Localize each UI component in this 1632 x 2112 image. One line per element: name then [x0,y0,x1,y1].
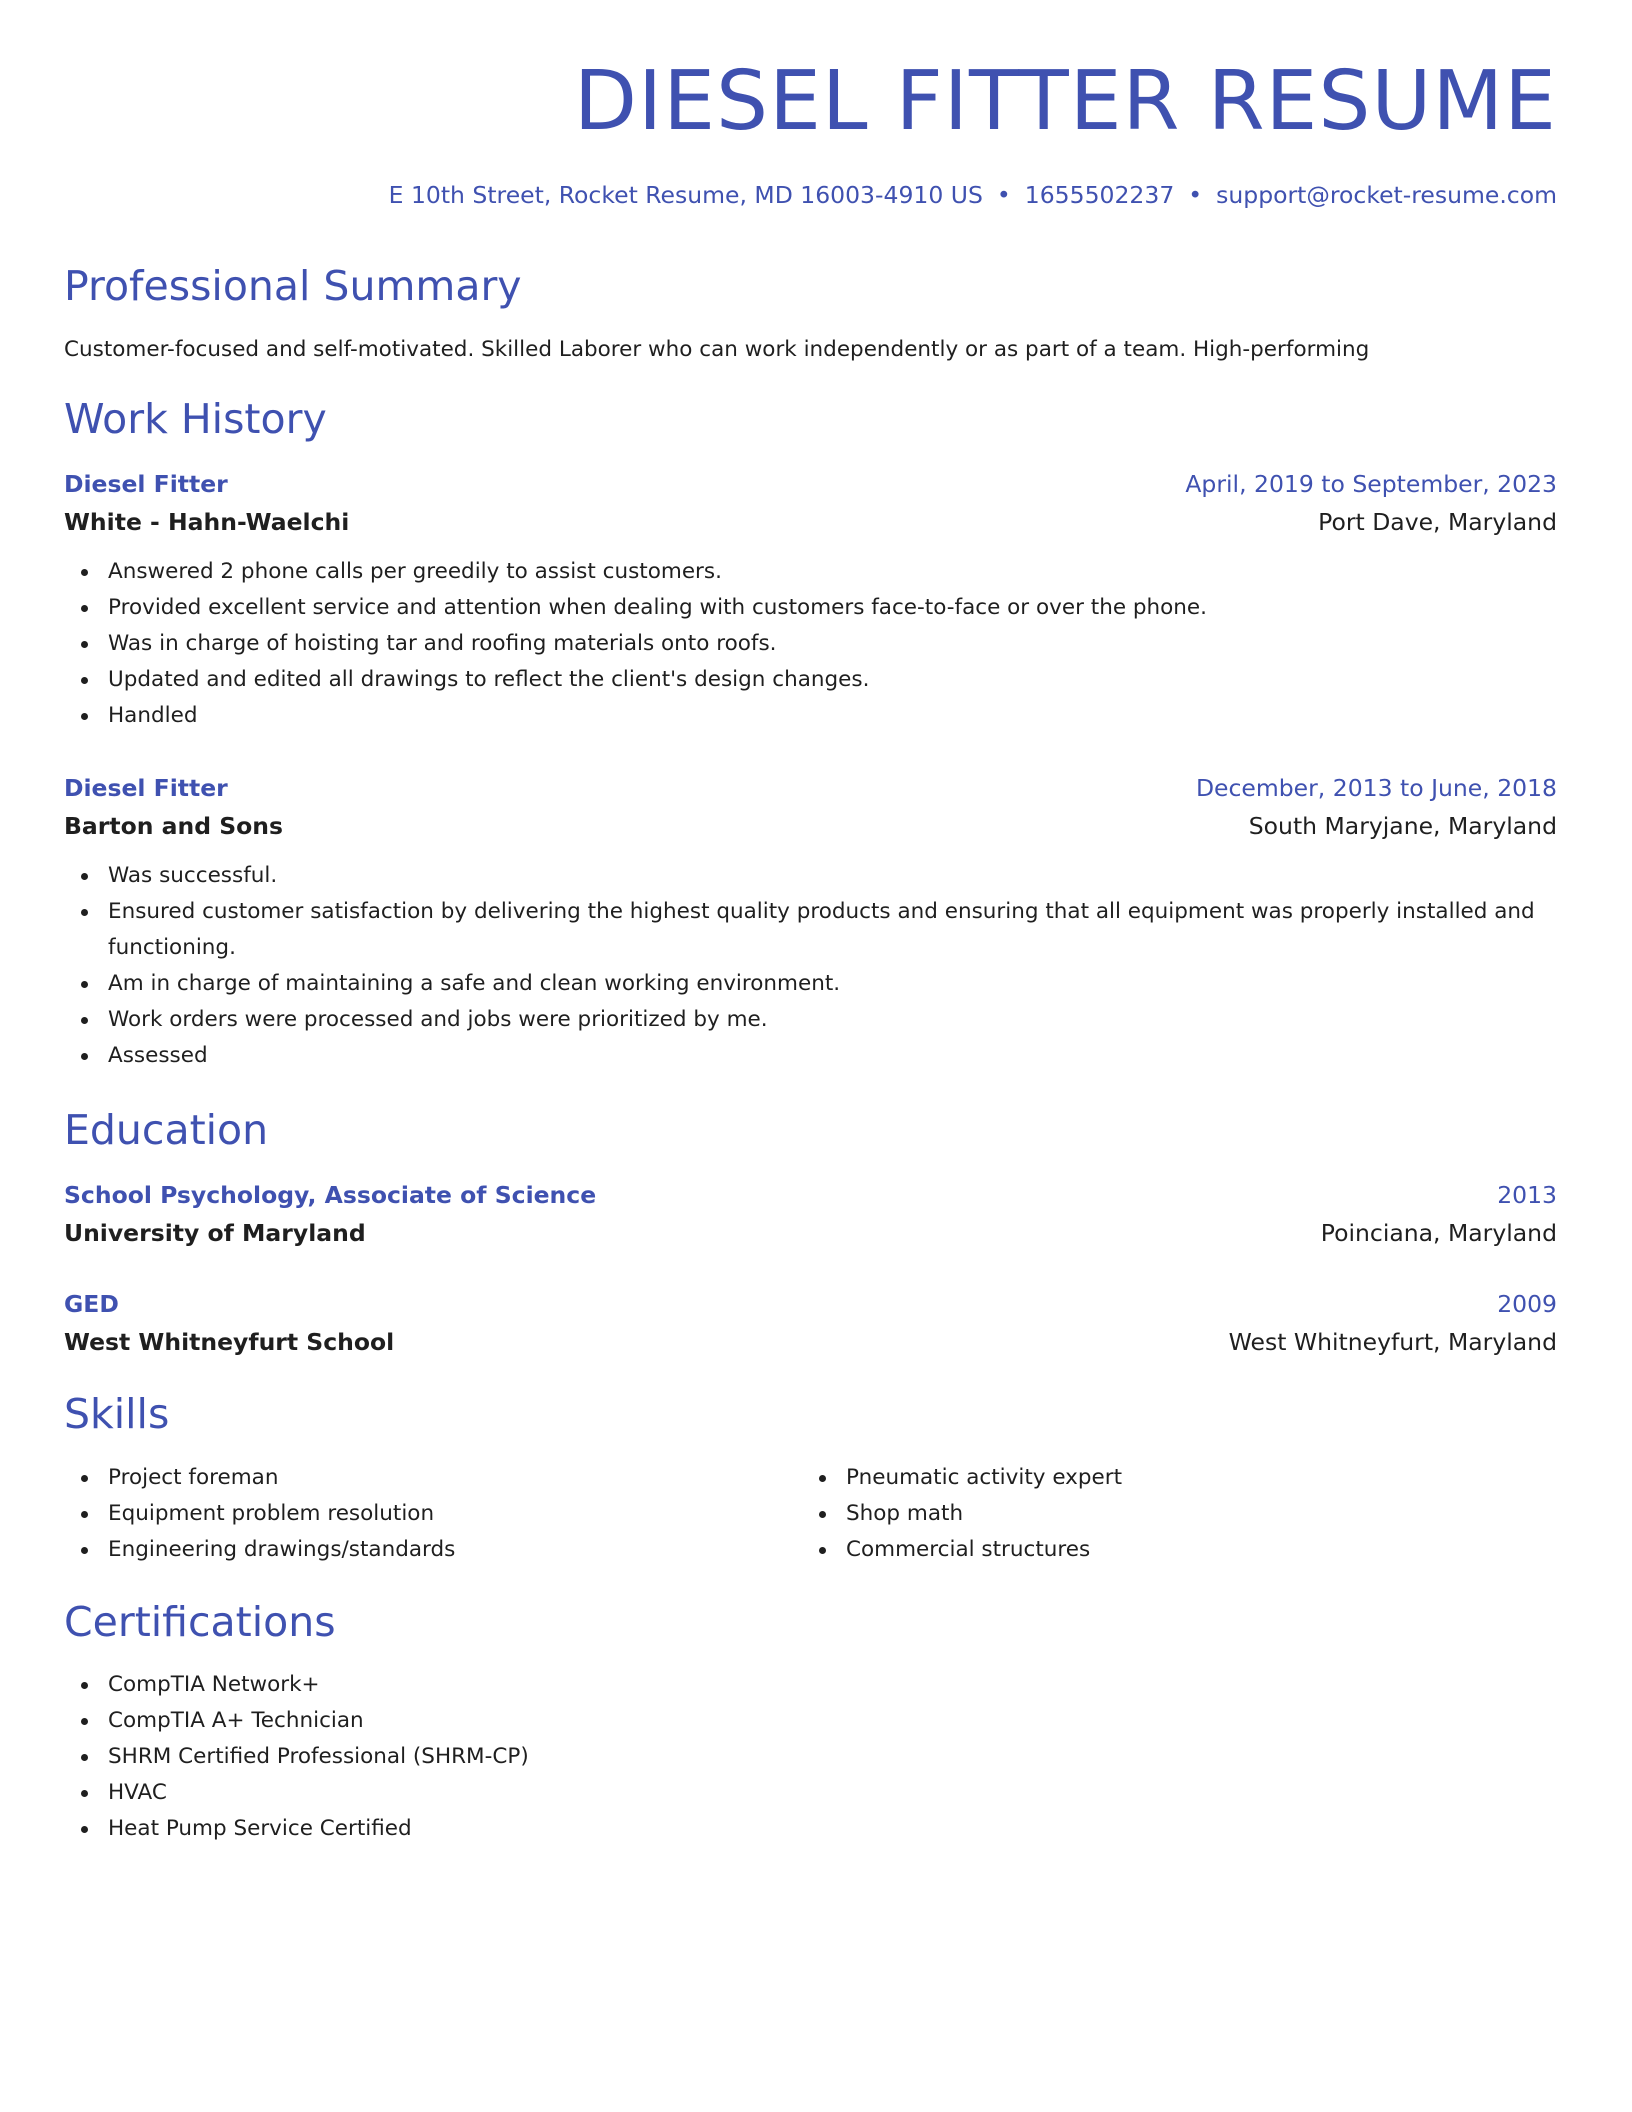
resume-page [64,0,1557,1841]
job-entry [64,772,1557,1074]
list-item: Handled [64,698,1557,734]
list-item: Work orders were processed and jobs were prioritized by me. [64,1002,1557,1038]
skills-column-left [64,1460,802,1568]
job-role: Diesel Fitter [64,470,228,498]
contact-separator: • [1188,181,1203,209]
education-degree: GED [64,1290,119,1318]
list-item: Equipment problem resolution [64,1496,802,1532]
list-item: Answered 2 phone calls per greedily to assist customers. [64,554,1557,590]
list-item: Project foreman [64,1460,802,1496]
certifications-heading: Certifications [64,1598,336,1646]
list-item: Heat Pump Service Certified [64,1811,1557,1847]
job-location: South Maryjane, Maryland [1248,812,1557,840]
education-location: West Whitneyfurt, Maryland [1228,1328,1557,1356]
education-year: 2009 [1497,1290,1557,1318]
summary-text: Customer-focused and self-motivated. Skilled Laborer who can work independently or as part of a team. High-performing [64,337,1370,362]
education-school: West Whitneyfurt School [64,1328,395,1356]
contact-separator: • [996,181,1011,209]
job-role: Diesel Fitter [64,774,228,802]
list-item: Pneumatic activity expert [802,1460,1540,1496]
list-item: CompTIA Network+ [64,1667,1557,1703]
resume-title: DIESEL FITTER RESUME [573,54,1557,149]
list-item: Am in charge of maintaining a safe and clean working environment. [64,966,1557,1002]
list-item: Shop math [802,1496,1540,1532]
contact-address: E 10th Street, Rocket Resume, MD 16003-4910 US [388,181,983,209]
list-item: Assessed [64,1038,1557,1074]
list-item: HVAC [64,1775,1557,1811]
contact-phone: 1655502237 [1024,181,1175,209]
list-item: SHRM Certified Professional (SHRM-CP) [64,1739,1557,1775]
education-heading: Education [64,1106,269,1154]
job-bullets [64,554,1557,734]
job-dates: April, 2019 to September, 2023 [1185,470,1557,498]
education-location: Poinciana, Maryland [1320,1219,1557,1247]
summary-heading: Professional Summary [64,262,522,310]
contact-email[interactable]: support@rocket-resume.com [1216,181,1557,209]
skills-heading: Skills [64,1390,170,1438]
certifications-list [64,1667,1557,1847]
list-item: Was successful. [64,858,1557,894]
education-entry [64,1179,1557,1249]
work-history-heading: Work History [64,395,327,443]
skills-column-right [802,1460,1540,1568]
skills-grid [64,1460,1557,1568]
list-item: Ensured customer satisfaction by delivering the highest quality products and ensuring that all equipment was properly installed and functioning. [64,894,1557,966]
list-item: Was in charge of hoisting tar and roofing materials onto roofs. [64,626,1557,662]
education-school: University of Maryland [64,1219,366,1247]
list-item: Provided excellent service and attention when dealing with customers face-to-face or over the phone. [64,590,1557,626]
list-item: Commercial structures [802,1532,1540,1568]
list-item: CompTIA A+ Technician [64,1703,1557,1739]
education-year: 2013 [1497,1181,1557,1209]
education-degree: School Psychology, Associate of Science [64,1181,597,1209]
job-employer: White - Hahn-Waelchi [64,508,350,536]
education-entry [64,1288,1557,1358]
job-bullets [64,858,1557,1074]
list-item: Engineering drawings/standards [64,1532,802,1568]
job-entry [64,468,1557,734]
job-location: Port Dave, Maryland [1318,508,1557,536]
list-item: Updated and edited all drawings to reflect the client's design changes. [64,662,1557,698]
job-employer: Barton and Sons [64,812,284,840]
job-dates: December, 2013 to June, 2018 [1195,774,1557,802]
contact-line [64,180,1557,210]
